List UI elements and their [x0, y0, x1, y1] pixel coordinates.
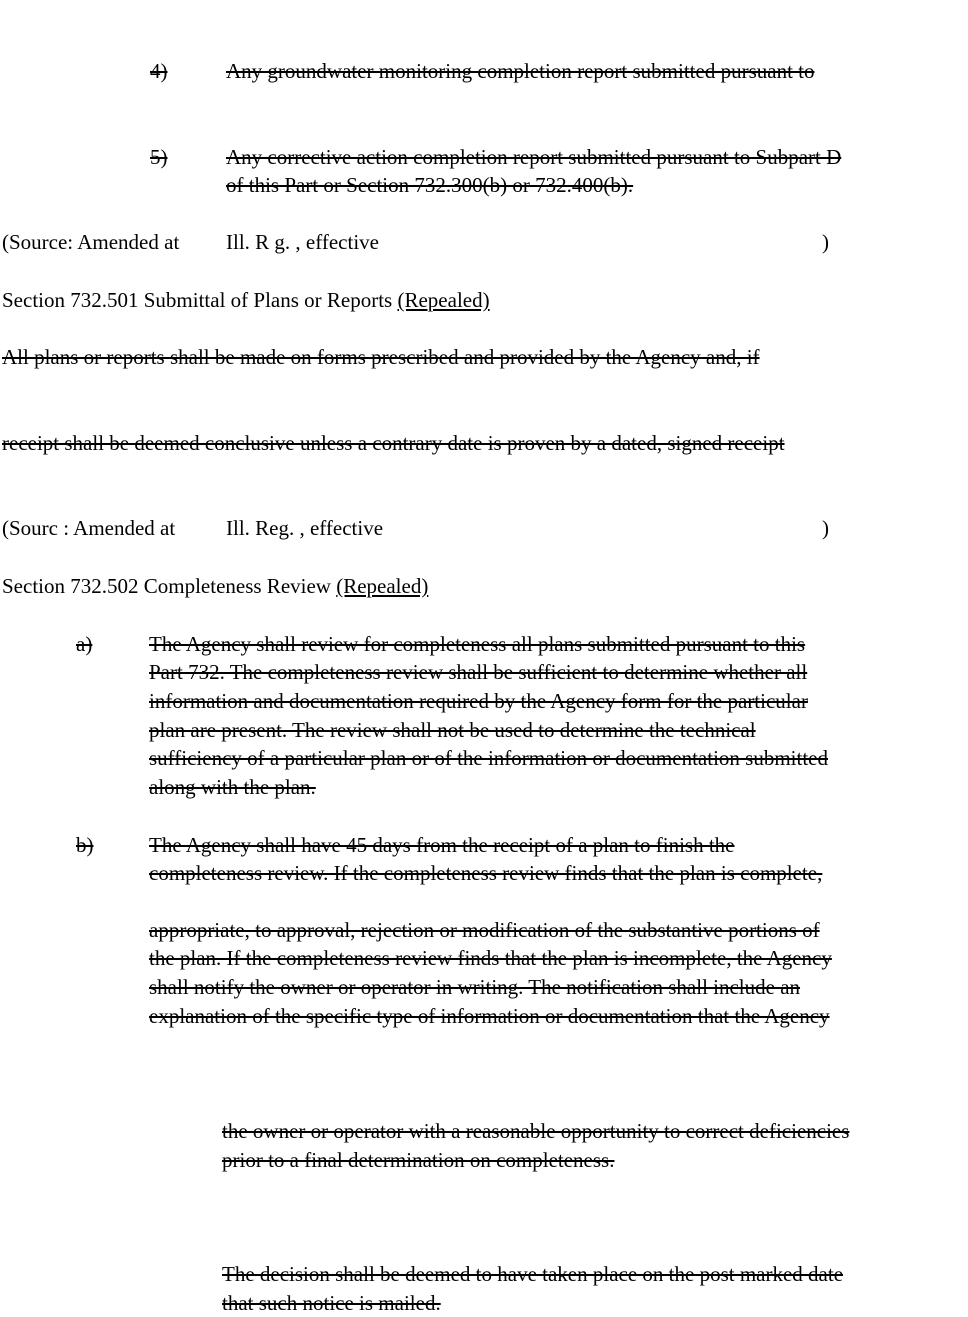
item-4-text: Any groundwater monitoring completion report submitted pursuant to	[226, 59, 815, 83]
section-502-a-line: sufficiency of a particular plan or of the information or documentation submitted	[149, 746, 828, 770]
source-note-2-close: )	[822, 516, 829, 540]
section-502-a-line: Part 732. The completeness review shall be sufficient to determine whether all	[149, 660, 808, 684]
item-4-marker: 4)	[150, 59, 168, 83]
section-502-repealed: (Repealed)	[336, 574, 429, 598]
section-501-repealed: (Repealed)	[397, 288, 490, 312]
section-502-b-line: The Agency shall have 45 days from the receipt of a plan to finish the	[149, 833, 735, 857]
section-501-line-2: receipt shall be deemed conclusive unless a contrary date is proven by a dated, signed receipt	[2, 431, 785, 455]
section-502-c-line: the owner or operator with a reasonable opportunity to correct deficiencies	[222, 1119, 850, 1143]
section-502-a-line: plan are present. The review shall not be used to determine the technical	[149, 718, 756, 742]
section-501-line-1: All plans or reports shall be made on forms prescribed and provided by the Agency and, if	[2, 345, 760, 369]
section-502-b-marker: b)	[76, 833, 94, 857]
section-502-b-line: explanation of the specific type of information or documentation that the Agency	[149, 1004, 830, 1028]
section-502-heading	[2, 572, 428, 600]
section-502-a-line: The Agency shall review for completeness all plans submitted pursuant to this	[149, 632, 806, 656]
section-502-b-line: the plan. If the completeness review finds that the plan is incomplete, the Agency	[149, 946, 832, 970]
section-502-b-line: shall notify the owner or operator in writing. The notification shall include an	[149, 975, 801, 999]
source-note-1-prefix: (Source: Amended at	[2, 230, 180, 254]
source-note-1-close: )	[822, 230, 829, 254]
source-note-1-reg: Ill. R g. , effective	[226, 230, 379, 254]
section-502-a-marker: a)	[76, 632, 93, 656]
section-501-heading	[2, 286, 490, 314]
section-502-c-line: prior to a final determination on completeness.	[222, 1148, 615, 1172]
section-502-b-line: completeness review. If the completeness review finds that the plan is complete,	[149, 861, 823, 885]
item-5-marker: 5)	[150, 145, 168, 169]
item-5-line-1: Any corrective action completion report submitted pursuant to Subpart D	[226, 145, 842, 169]
section-502-a-line: along with the plan.	[149, 775, 316, 799]
section-502-b-line: appropriate, to approval, rejection or modification of the substantive portions of	[149, 918, 820, 942]
section-502-a-line: information and documentation required by the Agency form for the particular	[149, 689, 808, 713]
section-502-d-line: that such notice is mailed.	[222, 1291, 441, 1315]
section-502-title: Section 732.502 Completeness Review	[2, 574, 331, 598]
source-note-2-prefix: (Sourc : Amended at	[2, 516, 176, 540]
section-502-d-line: The decision shall be deemed to have taken place on the post marked date	[222, 1262, 844, 1286]
section-501-title: Section 732.501 Submittal of Plans or Reports	[2, 288, 393, 312]
item-5-line-2: of this Part or Section 732.300(b) or 732.400(b).	[226, 173, 634, 197]
source-note-2-reg: Ill. Reg. , effective	[226, 516, 384, 540]
